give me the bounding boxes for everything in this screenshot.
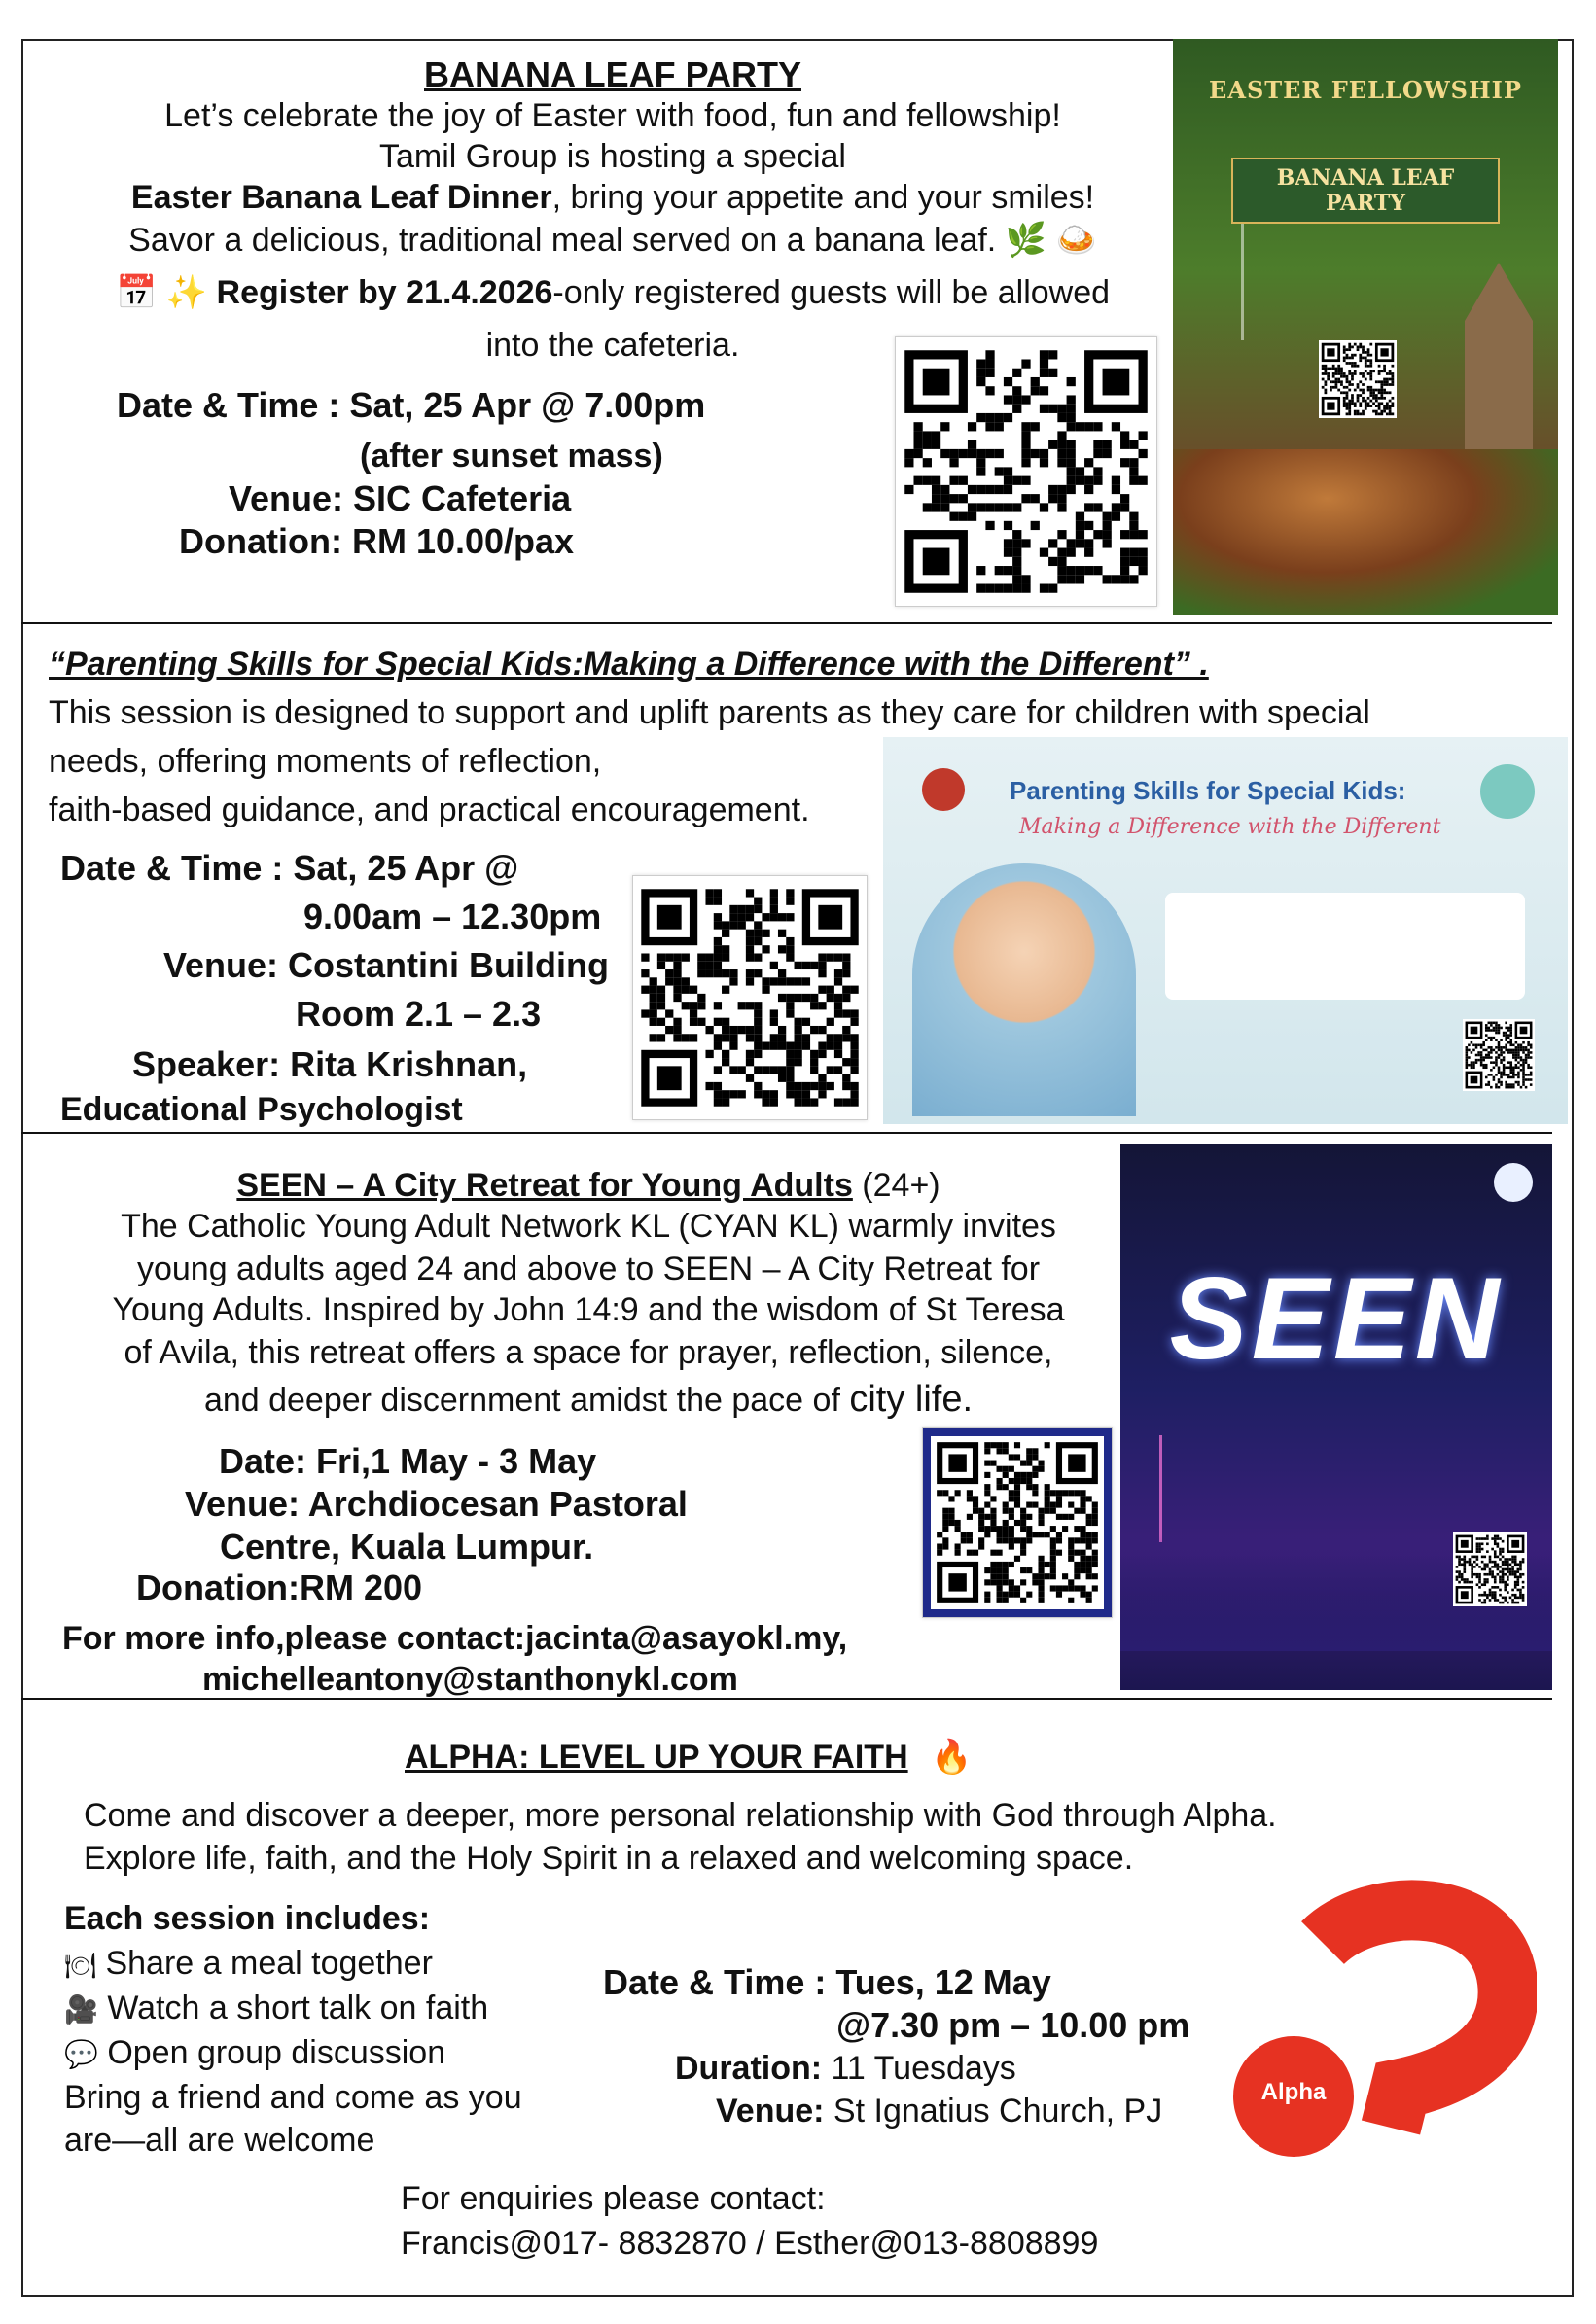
list-item — [64, 2032, 445, 2075]
alpha-question-mark-icon — [1206, 1875, 1537, 2186]
church-icon — [1465, 263, 1533, 457]
alpha-desc2: Explore life, faith, and the Holy Spirit in a relaxed and welcoming space. — [84, 1840, 1134, 1877]
fire-icon: 🔥 — [931, 1739, 973, 1776]
parenting-speaker: Speaker: Rita Krishnan, — [132, 1044, 528, 1084]
seen-desc1: The Catholic Young Adult Network KL (CYAN KL) warmly invites — [121, 1208, 1056, 1245]
section-divider — [21, 1132, 1552, 1134]
parenting-qr-code[interactable] — [632, 875, 868, 1120]
parenting-speaker-title: Educational Psychologist — [60, 1091, 463, 1128]
banana-qr-code[interactable] — [895, 336, 1157, 607]
banana-line3-bold: Easter Banana Leaf Dinner — [130, 179, 552, 216]
seen-poster-qr — [1453, 1532, 1527, 1606]
alpha-enquiry2: Francis@017- 8832870 / Esther@013-8808899 — [401, 2225, 1099, 2262]
parenting-poster-subtitle: Making a Difference with the Different — [1019, 815, 1441, 839]
alpha-duration — [675, 2048, 1016, 2089]
logo-icon — [1480, 764, 1535, 819]
banana-datetime: Date & Time : Sat, 25 Apr @ 7.00pm — [117, 385, 706, 425]
seen-desc5 — [39, 1379, 1138, 1421]
list-item — [64, 1988, 488, 2030]
video-camera-icon: 🎥 — [64, 1994, 98, 2025]
parenting-desc2: needs, offering moments of reflection, — [49, 743, 602, 780]
banana-line5-rest: -only registered guests will be allowed — [552, 274, 1111, 311]
banana-line1: Let’s celebrate the joy of Easter with food, fun and fellowship! — [164, 97, 1061, 134]
alpha-bring1: Bring a friend and come as you — [64, 2079, 522, 2116]
seen-title-row — [39, 1165, 1138, 1206]
alpha-bring2: are—all are welcome — [64, 2122, 375, 2159]
qr-code-icon — [633, 876, 867, 1119]
seen-qr-code[interactable] — [922, 1427, 1113, 1618]
banana-leaf-food-icon — [1173, 449, 1558, 615]
parenting-room: Room 2.1 – 2.3 — [296, 994, 542, 1034]
list-item-text: Watch a short talk on faith — [107, 1989, 489, 2026]
seen-title-age: (24+) — [852, 1167, 940, 1204]
seen-desc2: young adults aged 24 and above to SEEN – A City Retreat for — [136, 1250, 1041, 1287]
qr-code-icon — [931, 1436, 1104, 1609]
alpha-venue-value: St Ignatius Church, PJ — [824, 2093, 1163, 2130]
qr-code-icon — [1453, 1532, 1527, 1606]
seen-date: Date: Fri,1 May - 3 May — [219, 1441, 597, 1481]
banana-poster-qr — [1319, 340, 1397, 418]
qr-code-icon — [1319, 340, 1397, 418]
banana-title: BANANA LEAF PARTY — [424, 54, 801, 94]
parenting-poster-qr — [1463, 1019, 1535, 1091]
banana-line3-rest: , bring your appetite and your smiles! — [551, 179, 1095, 216]
qr-code-icon — [1463, 1019, 1535, 1091]
banana-line6: into the cafeteria. — [485, 327, 740, 364]
alpha-time: @7.30 pm – 10.00 pm — [836, 2005, 1190, 2045]
seen-desc4: of Avila, this retreat offers a space for prayer, reflection, silence, — [124, 1334, 1053, 1371]
parenting-poster-title: Parenting Skills for Special Kids: — [1010, 776, 1406, 805]
banana-register-deadline: Register by 21.4.2026 — [216, 274, 553, 311]
list-item-text: Share a meal together — [105, 1945, 433, 1982]
parenting-desc1: This session is designed to support and uplift parents as they care for children with special — [49, 694, 1370, 731]
parenting-title: “Parenting Skills for Special Kids:Making a Difference with the Different” . — [49, 646, 1209, 683]
seen-desc5a: and deeper discernment amidst the pace of — [203, 1382, 850, 1419]
parenting-desc3: faith-based guidance, and practical encouragement. — [49, 792, 810, 828]
banana-poster-details — [1241, 224, 1370, 340]
alpha-enquiry1: For enquiries please contact: — [401, 2180, 826, 2217]
alpha-title: ALPHA: LEVEL UP YOUR FAITH — [405, 1739, 908, 1776]
alpha-duration-value: 11 Tuesdays — [822, 2050, 1016, 2087]
parenting-poster-sessions — [1165, 893, 1525, 1000]
banana-donation: Donation: RM 10.00/pax — [179, 521, 575, 561]
banana-poster-title: EASTER FELLOWSHIP — [1209, 76, 1522, 104]
seen-donation: Donation:RM 200 — [136, 1567, 423, 1607]
seen-poster-image — [1120, 1144, 1552, 1690]
seen-desc3: Young Adults. Inspired by John 14:9 and the wisdom of St Teresa — [112, 1291, 1065, 1328]
section-divider — [21, 1698, 1552, 1700]
section-divider — [21, 622, 1552, 624]
parenting-time: 9.00am – 12.30pm — [303, 897, 602, 936]
alpha-includes-heading: Each session includes: — [64, 1900, 431, 1937]
banana-datetime-note: (after sunset mass) — [360, 438, 663, 475]
parenting-venue: Venue: Costantini Building — [163, 945, 609, 985]
alpha-venue — [716, 2091, 1162, 2131]
seen-title: SEEN – A City Retreat for Young Adults — [236, 1167, 853, 1204]
banana-line4: Savor a delicious, traditional meal served on a banana leaf. 🌿 🍛 — [128, 222, 1097, 259]
alpha-duration-label: Duration: — [675, 2050, 823, 2087]
seen-qr-inner — [931, 1436, 1104, 1609]
list-item-text: Open group discussion — [107, 2034, 446, 2071]
list-item — [64, 1943, 433, 1986]
speech-bubble-icon: 💬 — [64, 2039, 98, 2069]
alpha-logo — [1206, 1875, 1537, 2186]
seen-venue: Venue: Archdiocesan Pastoral — [185, 1484, 688, 1524]
qr-code-icon — [896, 337, 1156, 606]
seen-poster-details — [1159, 1435, 1454, 1542]
alpha-desc1: Come and discover a deeper, more personal relationship with God through Alpha. — [84, 1797, 1277, 1834]
alpha-title-row — [405, 1737, 972, 1778]
banana-venue: Venue: SIC Cafeteria — [229, 478, 572, 518]
alpha-datetime: Date & Time : Tues, 12 May — [603, 1962, 1051, 2002]
plate-icon: 🍽 — [64, 1951, 97, 1980]
alpha-venue-label: Venue: — [716, 2093, 825, 2130]
seen-venue2: Centre, Kuala Lumpur. — [220, 1527, 594, 1567]
calendar-sparkle-icon: 📅 ✨ — [115, 274, 208, 311]
seen-contact2: michelleantony@stanthonykl.com — [202, 1661, 738, 1698]
seen-contact: For more info,please contact:jacinta@asayokl.my, — [62, 1620, 848, 1657]
parenting-datetime: Date & Time : Sat, 25 Apr @ — [60, 848, 519, 888]
seen-poster-title: SEEN — [1169, 1253, 1504, 1384]
seen-desc5b: city life. — [849, 1379, 974, 1420]
banana-line2: Tamil Group is hosting a special — [378, 138, 846, 175]
banana-poster-image — [1173, 39, 1558, 615]
banana-line5 — [39, 272, 1187, 313]
alpha-logo-text: Alpha — [1260, 2079, 1327, 2105]
logo-icon — [1494, 1163, 1533, 1202]
logo-icon — [922, 768, 965, 811]
parent-child-photo-icon — [912, 863, 1136, 1116]
parenting-poster-image — [883, 737, 1568, 1124]
banana-poster-subtitle: BANANA LEAF PARTY — [1231, 158, 1500, 224]
banana-line3 — [39, 177, 1187, 218]
